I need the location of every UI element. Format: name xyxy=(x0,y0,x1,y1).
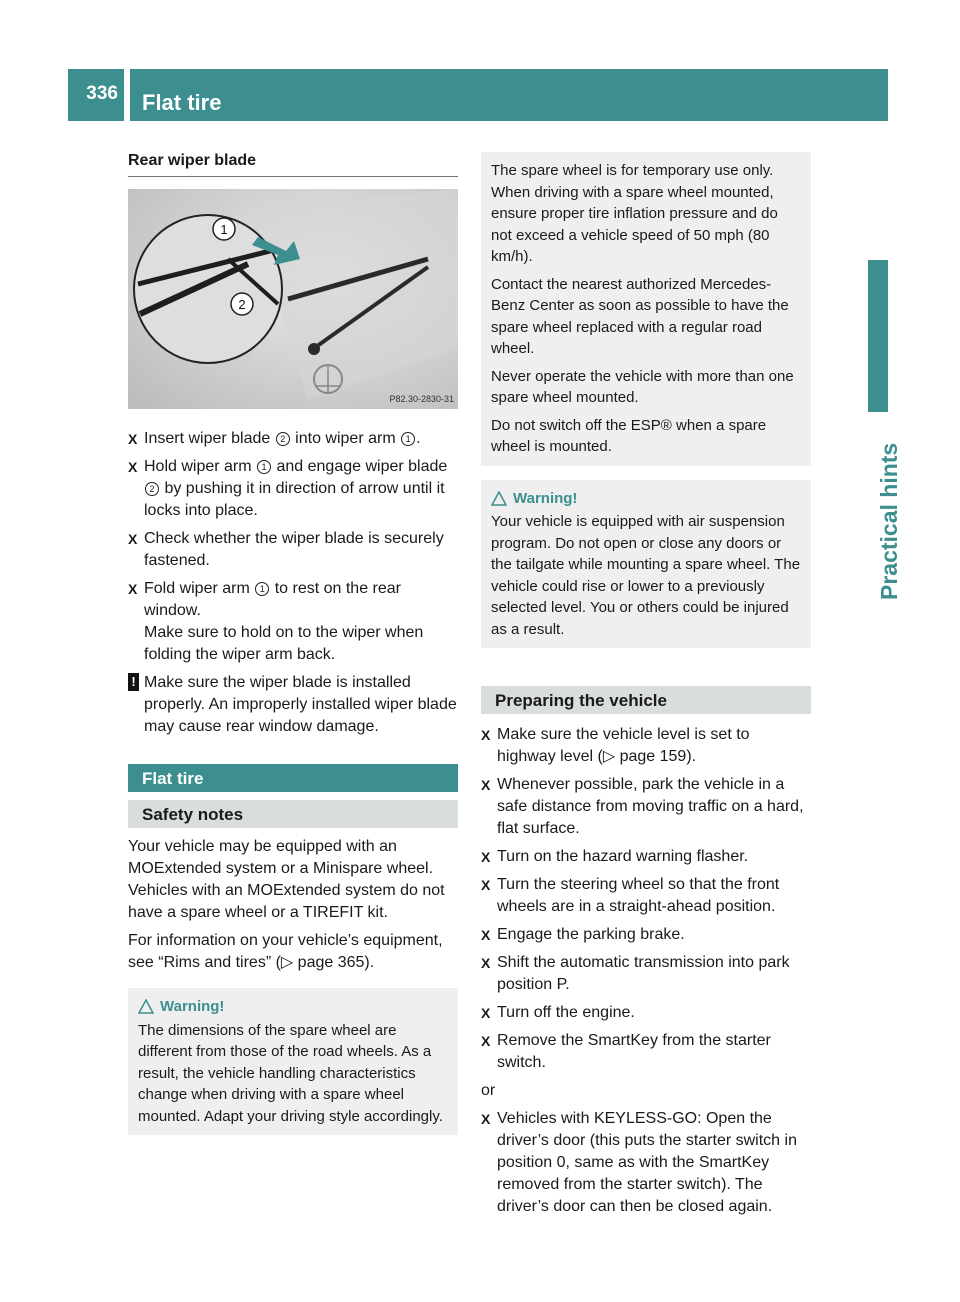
list-item: X Check whether the wiper blade is securely fastened. xyxy=(128,530,444,569)
warning-triangle-icon xyxy=(491,491,507,506)
list-item: X Shift the automatic transmission into park position P. xyxy=(481,954,790,993)
flat-tire-band: Flat tire xyxy=(128,764,458,792)
warning-title: Warning! xyxy=(160,998,225,1015)
warning-box xyxy=(481,480,811,649)
wiper-steps xyxy=(128,428,458,666)
list-item: X Turn the steering wheel so that the front wheels are in a straight-ahead position. xyxy=(481,876,780,915)
callout-1-icon: 1 xyxy=(257,460,271,474)
list-item: X Insert wiper blade 2 into wiper arm 1 . xyxy=(128,428,458,450)
safety-notes-band: Safety notes xyxy=(128,800,458,828)
warning-text: Your vehicle is equipped with air suspension program. Do not open or close any doors or the tailgate while mounting a spare wheel. The vehicle could rise or lower to a previously selected level. You or others could be injured as a result. xyxy=(491,513,801,638)
step-marker-icon: X xyxy=(128,431,138,447)
preparing-vehicle-band: Preparing the vehicle xyxy=(481,686,811,714)
callout-2: 2 xyxy=(238,297,246,312)
wiper-illustration xyxy=(128,189,458,409)
list-item: X Hold wiper arm 1 and engage wiper blade 2 by pushing it in direction of arrow until it locks into place. xyxy=(128,458,448,519)
page-header xyxy=(68,69,888,121)
step-marker-icon: X xyxy=(481,849,491,865)
list-item: X Vehicles with KEYLESS-GO: Open the driver’s door (this puts the starter switch in position 0, same as with the SmartKey removed from the starter switch). The driver’s door can then be closed again. xyxy=(481,1110,797,1215)
callout-1-icon: 1 xyxy=(255,582,269,596)
paragraph: Your vehicle may be equipped with an MOExtended system or a Minispare wheel. Vehicles with an MOExtended system do not have a spare wheel or a TIREFIT kit. xyxy=(128,838,445,921)
page-number: 336 xyxy=(68,69,124,121)
callout-1-icon: 1 xyxy=(401,432,415,446)
list-item: X Fold wiper arm 1 to rest on the rear window. Make sure to hold on to the wiper when folding the wiper arm back. xyxy=(128,580,424,663)
image-code: P82.30-2830-31 xyxy=(389,394,454,404)
step-marker-icon: X xyxy=(481,1005,491,1021)
list-item: X Turn off the engine. xyxy=(481,1002,811,1024)
paragraph: For information on your vehicle’s equipment, see “Rims and tires” (▷ page 365). xyxy=(128,932,443,971)
list-item: X Make sure the vehicle level is set to highway level (▷ page 159). xyxy=(481,726,750,765)
list-item: X Whenever possible, park the vehicle in a safe distance from moving traffic on a hard, flat surface. xyxy=(481,776,804,837)
step-marker-icon: X xyxy=(481,777,491,793)
step-marker-icon: X xyxy=(481,927,491,943)
exclamation-icon: ! xyxy=(128,673,139,691)
preparing-steps xyxy=(481,724,811,1074)
warning-triangle-icon xyxy=(138,999,154,1014)
warning-title: Warning! xyxy=(513,489,578,507)
info-box: The spare wheel is for temporary use only. When driving with a spare wheel mounted, ensure proper tire inflation pressure and do not exceed a vehicle speed of 50 mph (80 km/h). Contact the nearest authorized Mercedes-Benz Center as soon as possible to have the spare wheel replaced with a regular road wheel. Never operate the vehicle with more than one spare wheel mounted. Do not switch off the ESP® when a spare wheel is mounted. xyxy=(481,152,811,466)
warning-box xyxy=(128,988,458,1135)
keyless-steps xyxy=(481,1108,811,1218)
callout-2-icon: 2 xyxy=(145,482,159,496)
caution-note: ! Make sure the wiper blade is installed properly. An improperly installed wiper blade may cause rear window damage. xyxy=(128,672,458,738)
step-marker-icon: X xyxy=(481,955,491,971)
right-column xyxy=(481,152,811,1224)
step-marker-icon: X xyxy=(128,531,138,547)
rear-wiper-heading: Rear wiper blade xyxy=(128,150,458,177)
or-text: or xyxy=(481,1082,496,1099)
left-column xyxy=(128,150,458,1135)
list-item: X Remove the SmartKey from the starter switch. xyxy=(481,1032,771,1071)
side-tab-marker xyxy=(868,260,888,412)
step-marker-icon: X xyxy=(481,877,491,893)
list-item: X Turn on the hazard warning flasher. xyxy=(481,846,811,868)
list-item: X Engage the parking brake. xyxy=(481,924,811,946)
callout-1: 1 xyxy=(220,222,228,237)
callout-2-icon: 2 xyxy=(276,432,290,446)
side-tab-label: Practical hints xyxy=(876,442,902,600)
page-title: Flat tire xyxy=(130,69,888,121)
step-marker-icon: X xyxy=(128,581,138,597)
warning-text: The dimensions of the spare wheel are different from those of the road wheels. As a result, the vehicle handling characteristics change when driving with a spare wheel mounted. Adapt your driving style accordingly. xyxy=(138,1021,443,1125)
step-marker-icon: X xyxy=(481,1111,491,1127)
step-marker-icon: X xyxy=(481,727,491,743)
step-marker-icon: X xyxy=(128,459,138,475)
step-marker-icon: X xyxy=(481,1033,491,1049)
